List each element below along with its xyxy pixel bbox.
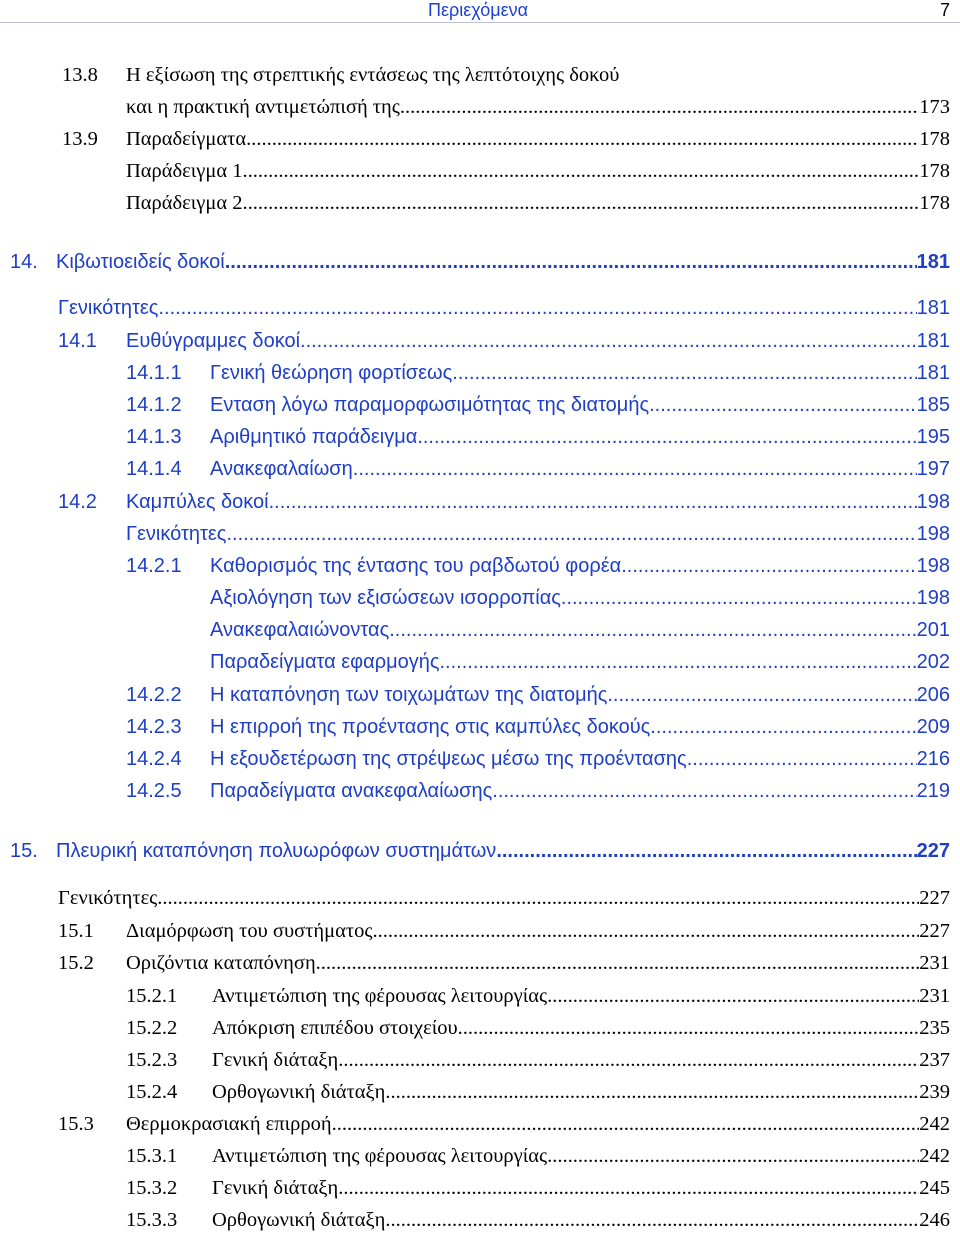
toc-entry[interactable] [126, 1209, 950, 1239]
entry-number: 15.3.3 [126, 1209, 178, 1231]
entry-page: 198 [916, 587, 950, 609]
toc-entry[interactable] [126, 523, 950, 553]
entry-number: 14.1 [58, 330, 97, 352]
entry-title: Θερμοκρασιακή επιρροή [126, 1113, 332, 1135]
toc-entry[interactable] [58, 1113, 950, 1143]
entry-title: Οριζόντια καταπόνηση [126, 952, 316, 974]
toc-entry[interactable] [126, 1177, 950, 1207]
header-title: Περιεχόμενα [428, 0, 529, 20]
chapter-number: 15. [10, 840, 38, 862]
entry-page: 242 [919, 1145, 950, 1167]
dot-leader [547, 1145, 919, 1168]
entry-page: 198 [916, 491, 950, 513]
chapter-title: Πλευρική καταπόνηση πολυωρόφων συστημάτων [56, 840, 497, 862]
toc-entry[interactable] [126, 716, 950, 746]
entry-page: 178 [919, 192, 950, 214]
entry-title: Αξιολόγηση των εξισώσεων ισορροπίας [210, 587, 561, 609]
entry-number: 15.2.3 [126, 1049, 178, 1071]
entry-title: Γενικότητες [58, 887, 158, 909]
entry-title: Παραδείγματα [126, 128, 247, 150]
entry-title: Παραδείγματα εφαρμογής [210, 651, 440, 673]
entry-page: 195 [916, 426, 950, 448]
entry-title: Παράδειγμα 1 [126, 160, 243, 182]
entry-title: Γενική διάταξη [212, 1177, 339, 1199]
entry-page: 206 [916, 684, 950, 706]
entry-number: 14.2 [58, 491, 97, 513]
entry-number: 13.8 [62, 64, 98, 86]
entry-title: Αντιμετώπιση της φέρουσας λειτουργίας [212, 1145, 548, 1167]
entry-page: 198 [916, 555, 950, 577]
toc-entry[interactable] [126, 160, 950, 190]
toc-chapter-14[interactable] [10, 251, 950, 281]
entry-title: Η επιρροή της προέντασης στις καμπύλες δοκούς [210, 716, 651, 738]
toc-entry[interactable] [58, 920, 950, 950]
dot-leader [400, 96, 919, 119]
dot-leader [300, 330, 917, 353]
entry-title: Ανακεφαλαίωση [210, 458, 353, 480]
toc-entry[interactable] [58, 491, 950, 521]
entry-page: 198 [916, 523, 950, 545]
entry-page: 181 [916, 362, 950, 384]
dot-leader [269, 491, 917, 514]
entry-page: 181 [916, 330, 950, 352]
entry-number: 14.2.4 [126, 748, 182, 770]
entry-title: Γενικότητες [126, 523, 227, 545]
entry-page: 227 [919, 887, 950, 909]
entry-page: 178 [919, 128, 950, 150]
dot-leader [385, 1081, 919, 1104]
dot-leader [157, 887, 919, 910]
entry-title: Ανακεφαλαιώνοντας [210, 619, 390, 641]
entry-title: Παράδειγμα 2 [126, 192, 243, 214]
dot-leader [242, 192, 919, 215]
dot-leader [561, 587, 917, 610]
dot-leader [452, 362, 916, 385]
entry-title: Γενικότητες [58, 297, 159, 319]
toc-entry[interactable] [126, 555, 950, 585]
entry-page: 219 [916, 780, 950, 802]
entry-number: 15.3.1 [126, 1145, 178, 1167]
toc-entry[interactable] [126, 1017, 950, 1047]
entry-title: Η καταπόνηση των τοιχωμάτων της διατομής [210, 684, 608, 706]
entry-page: 178 [919, 160, 950, 182]
toc-entry[interactable] [210, 651, 950, 681]
toc-entry[interactable] [126, 96, 950, 126]
dot-leader [458, 1017, 920, 1040]
entry-page: 246 [919, 1209, 950, 1231]
toc-entry[interactable] [126, 1145, 950, 1175]
entry-title: Αντιμετώπιση της φέρουσας λειτουργίας [212, 985, 548, 1007]
entry-page: 242 [919, 1113, 950, 1135]
entry-title: Γενική θεώρηση φορτίσεως [210, 362, 453, 384]
dot-leader [492, 780, 916, 803]
toc-entry[interactable] [126, 985, 950, 1015]
entry-number: 15.2 [58, 952, 94, 974]
toc-entry[interactable] [62, 128, 950, 158]
entry-number: 14.2.3 [126, 716, 182, 738]
dot-leader [225, 251, 917, 274]
entry-title: Η εξουδετέρωση της στρέψεως μέσω της προέντασης [210, 748, 687, 770]
entry-page: 173 [919, 96, 950, 118]
toc-entry[interactable] [126, 426, 950, 456]
entry-page: 227 [919, 920, 950, 942]
toc-chapter-15[interactable] [10, 840, 950, 870]
dot-leader [385, 1209, 919, 1232]
chapter-page: 181 [916, 251, 950, 273]
entry-number: 15.2.2 [126, 1017, 178, 1039]
entry-title: Ορθογωνική διάταξη [212, 1081, 386, 1103]
entry-page: 231 [919, 985, 950, 1007]
dot-leader [226, 523, 916, 546]
entry-page: 239 [919, 1081, 950, 1103]
toc-entry[interactable] [126, 1049, 950, 1079]
entry-page: 231 [919, 952, 950, 974]
entry-page: 197 [916, 458, 950, 480]
dot-leader [496, 840, 916, 863]
dot-leader [389, 619, 916, 642]
entry-number: 13.9 [62, 128, 98, 150]
running-header [0, 0, 960, 23]
dot-leader [372, 920, 919, 943]
entry-number: 15.3.2 [126, 1177, 178, 1199]
dot-leader [353, 458, 917, 481]
dot-leader [607, 684, 916, 707]
toc-entry[interactable] [126, 1081, 950, 1111]
dot-leader [332, 1113, 920, 1136]
entry-number: 15.2.4 [126, 1081, 178, 1103]
entry-page: 181 [916, 297, 950, 319]
toc-entry[interactable] [126, 362, 950, 392]
toc-entry[interactable] [126, 458, 950, 488]
entry-page: 216 [916, 748, 950, 770]
dot-leader [158, 297, 916, 320]
toc-entry[interactable] [126, 684, 950, 714]
entry-number: 14.1.1 [126, 362, 182, 384]
entry-title: Η εξίσωση της στρεπτικής εντάσεως της λεπτότοιχης δοκού [126, 64, 620, 86]
entry-number: 14.2.2 [126, 684, 182, 706]
header-page-number: 7 [939, 0, 950, 20]
toc-entry[interactable] [58, 330, 950, 360]
dot-leader [338, 1177, 919, 1200]
dot-leader [417, 426, 916, 449]
dot-leader [547, 985, 919, 1008]
entry-page: 209 [916, 716, 950, 738]
entry-title: Ορθογωνική διάταξη [212, 1209, 386, 1231]
entry-title: Γενική διάταξη [212, 1049, 339, 1071]
entry-title: Παραδείγματα ανακεφαλαίωσης [210, 780, 493, 802]
dot-leader [650, 716, 916, 739]
entry-page: 245 [919, 1177, 950, 1199]
chapter-number: 14. [10, 251, 38, 273]
toc-entry[interactable] [58, 952, 950, 982]
entry-title: Ευθύγραμμες δοκοί [126, 330, 301, 352]
toc-entry[interactable] [62, 64, 950, 94]
entry-number: 15.3 [58, 1113, 94, 1135]
entry-title: Διαμόρφωση του συστήματος [126, 920, 373, 942]
entry-number: 15.1 [58, 920, 94, 942]
toc-entry[interactable] [126, 780, 950, 810]
toc-entry[interactable] [210, 587, 950, 617]
chapter-page: 227 [916, 840, 950, 862]
chapter-title: Κιβωτιοειδείς δοκοί [56, 251, 225, 273]
entry-title: Καμπύλες δοκοί [126, 491, 269, 513]
toc-entry[interactable] [58, 297, 950, 327]
dot-leader [338, 1049, 919, 1072]
entry-title: Καθορισμός της έντασης του ραβδωτού φορέα [210, 555, 622, 577]
entry-page: 201 [916, 619, 950, 641]
toc-entry[interactable] [126, 192, 950, 222]
entry-number: 14.2.1 [126, 555, 182, 577]
entry-page: 237 [919, 1049, 950, 1071]
entry-number: 14.1.3 [126, 426, 182, 448]
dot-leader [440, 651, 917, 674]
entry-page: 185 [916, 394, 950, 416]
entry-number: 15.2.1 [126, 985, 178, 1007]
dot-leader [242, 160, 919, 183]
entry-number: 14.2.5 [126, 780, 182, 802]
entry-title: και η πρακτική αντιμετώπισή της [126, 96, 400, 118]
entry-title: Ενταση λόγω παραμορφωσιμότητας της διατομής [210, 394, 650, 416]
dot-leader [246, 128, 919, 151]
toc-entry[interactable] [58, 887, 950, 917]
dot-leader [316, 952, 920, 975]
dot-leader [621, 555, 916, 578]
toc-entry[interactable] [126, 748, 950, 778]
toc-entry[interactable] [210, 619, 950, 649]
dot-leader [649, 394, 917, 417]
entry-number: 14.1.2 [126, 394, 182, 416]
dot-leader [687, 748, 917, 771]
entry-title: Απόκριση επιπέδου στοιχείου [212, 1017, 458, 1039]
toc-entry[interactable] [126, 394, 950, 424]
entry-title: Αριθμητικό παράδειγμα [210, 426, 418, 448]
entry-page: 202 [916, 651, 950, 673]
entry-number: 14.1.4 [126, 458, 182, 480]
entry-page: 235 [919, 1017, 950, 1039]
